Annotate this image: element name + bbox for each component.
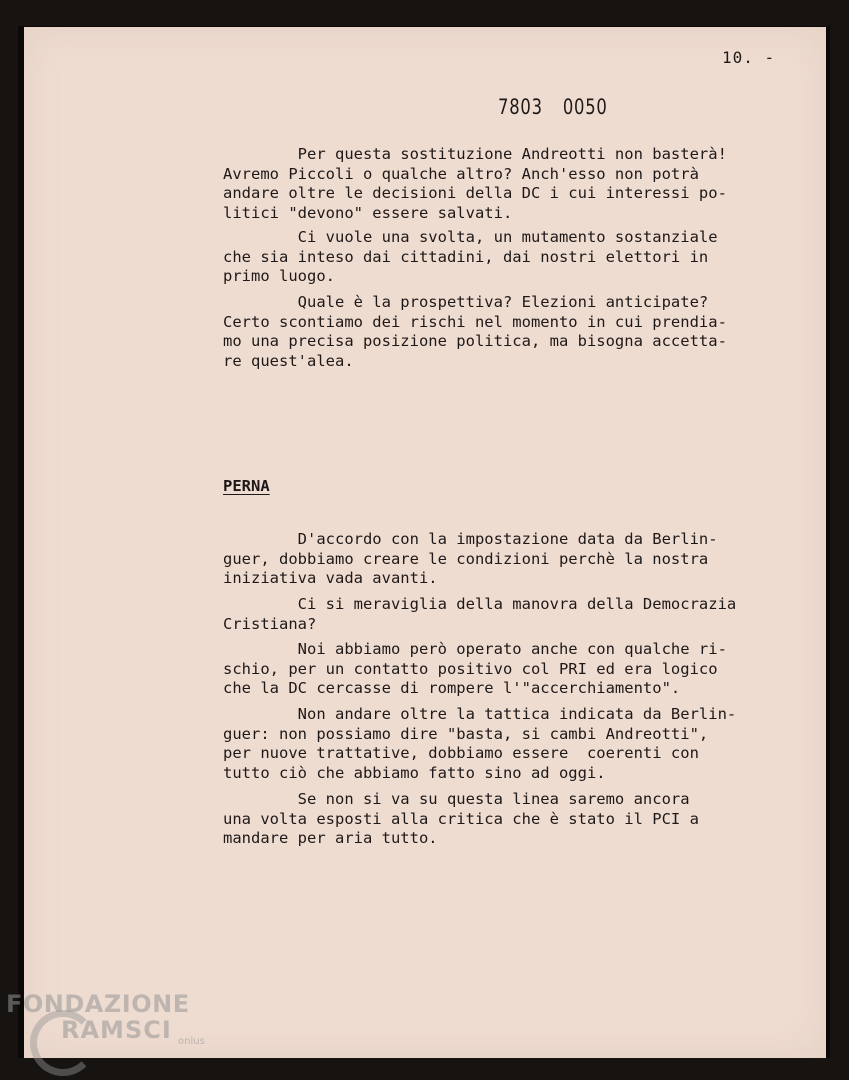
paragraph: Non andare oltre la tattica indicata da Berlin- guer: non possiamo dire "basta, si cambi Andreotti", per nuove trattative, dobbiamo essere coerenti con tutto ciò che abbiamo fatto sino ad oggi. — [223, 705, 737, 782]
watermark — [6, 990, 205, 1047]
watermark-line-1: FONDAZIONE — [6, 990, 190, 1018]
paragraph: Se non si va su questa linea saremo ancora una volta esposti alla critica che è stato il PCI a mandare per aria tutto. — [223, 790, 699, 848]
speaker-heading: PERNA — [223, 477, 270, 495]
page-number: 10. - — [722, 48, 776, 67]
paragraph: Noi abbiamo però operato anche con qualche ri- schio, per un contatto positivo col PRI ed era logico che la DC cercasse di rompere l'"accerchiamento". — [223, 640, 727, 698]
paragraph: Quale è la prospettiva? Elezioni anticipate? Certo scontiamo dei rischi nel momento in cui prendia- mo una precisa posizione politica, ma bisogna accetta- re quest'alea. — [223, 293, 727, 370]
paragraph: Ci vuole una svolta, un mutamento sostanziale che sia inteso dai cittadini, dai nostri elettori in primo luogo. — [223, 228, 718, 286]
watermark-line-3: onlus — [178, 1036, 205, 1047]
document-code: 7803 0050 — [498, 95, 608, 119]
paragraph: D'accordo con la impostazione data da Berlin- guer, dobbiamo creare le condizioni perchè la nostra iniziativa vada avanti. — [223, 530, 718, 588]
paragraph: Ci si meraviglia della manovra della Democrazia Cristiana? — [223, 595, 737, 633]
paragraph: Per questa sostituzione Andreotti non basterà! Avremo Piccoli o qualche altro? Anch'esso non potrà andare oltre le decisioni della DC i cui interessi po- litici "devono" essere salvati. — [223, 145, 727, 222]
watermark-line-2: RAMSCI — [61, 1016, 172, 1044]
